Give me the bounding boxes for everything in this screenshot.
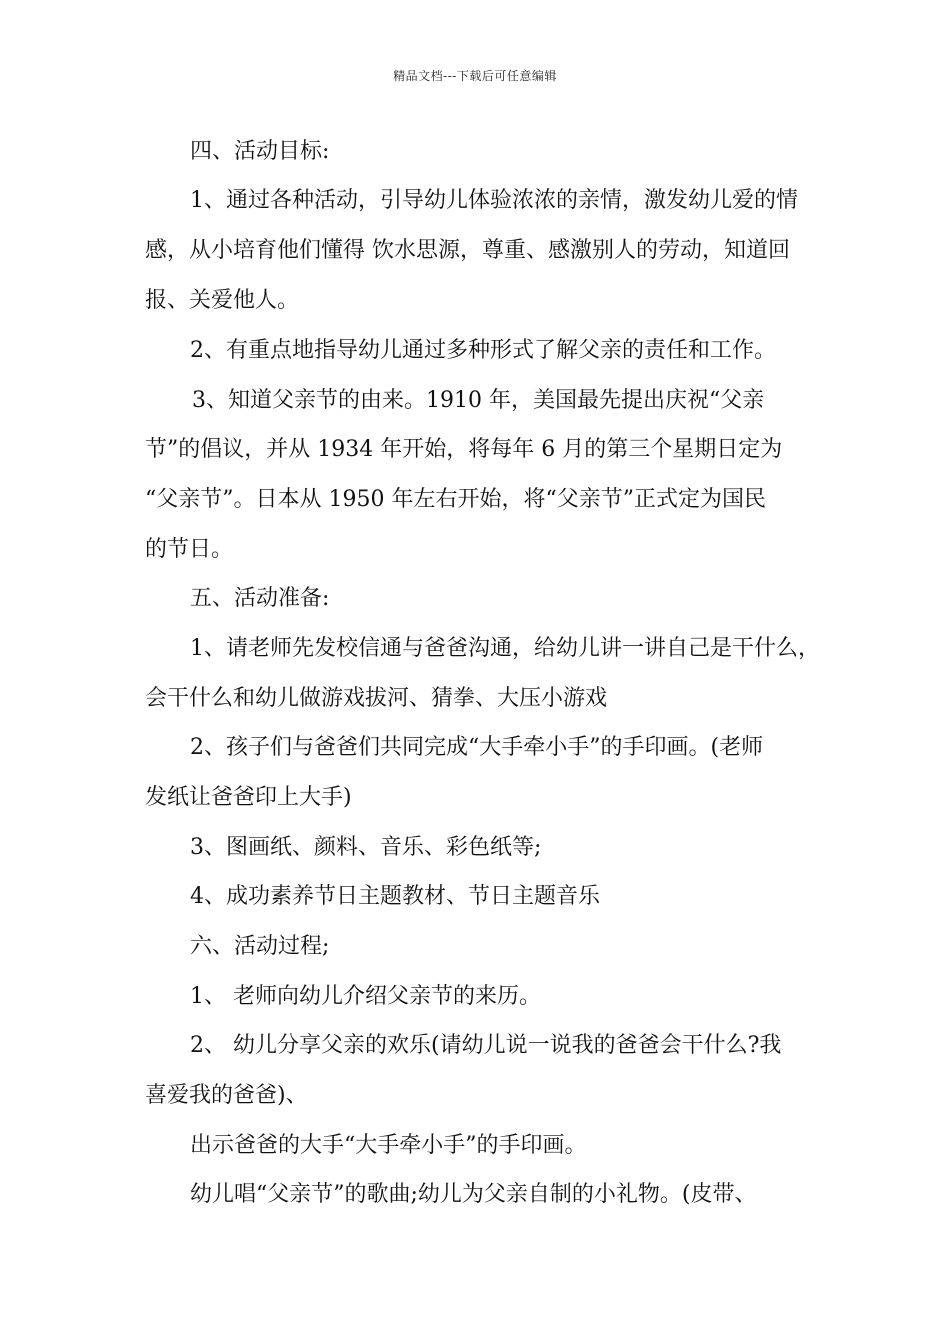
section-heading-goals: 四、活动目标: <box>190 139 330 164</box>
page-header: 精品文档---下载后可任意编辑 <box>393 69 557 83</box>
paragraph-line: 发纸让爸爸印上大手) <box>145 785 352 810</box>
paragraph-line: 2、有重点地指导幼儿通过多种形式了解父亲的责任和工作。 <box>190 338 776 363</box>
paragraph-line: 会干什么和幼儿做游戏拔河、猜拳、大压小游戏 <box>145 686 608 711</box>
paragraph-line: “父亲节”。日本从 1950 年左右开始，将“父亲节”正式定为国民 <box>145 487 766 512</box>
paragraph-line: 3、知道父亲节的由来。1910 年，美国最先提出庆祝“父亲 <box>192 388 765 413</box>
paragraph-line: 的节日。 <box>145 537 234 562</box>
paragraph-line: 出示爸爸的大手“大手牵小手”的手印画。 <box>190 1133 587 1158</box>
paragraph-line: 4、成功素养节日主题教材、节日主题音乐 <box>190 884 600 909</box>
paragraph-line: 1、通过各种活动，引导幼儿体验浓浓的亲情，激发幼儿爱的情 <box>190 188 798 213</box>
paragraph-line: 1、 老师向幼儿介绍父亲节的来历。 <box>190 984 541 1009</box>
paragraph-line: 感，从小培育他们懂得 饮水思源，尊重、感激别人的劳动，知道回 <box>145 238 790 263</box>
paragraph-line: 报、关爱他人。 <box>145 288 300 313</box>
section-heading-preparation: 五、活动准备: <box>190 586 330 611</box>
paragraph-line: 喜爱我的爸爸)、 <box>145 1083 308 1108</box>
paragraph-line: 2、 幼儿分享父亲的欢乐(请幼儿说一说我的爸爸会干什么?我 <box>190 1033 782 1058</box>
section-heading-process: 六、活动过程; <box>190 934 330 959</box>
paragraph-line: 幼儿唱“父亲节”的歌曲;幼儿为父亲自制的小礼物。(皮带、 <box>190 1182 757 1207</box>
paragraph-line: 节”的倡议，并从 1934 年开始，将每年 6 月的第三个星期日定为 <box>145 437 783 462</box>
paragraph-line: 1、请老师先发校信通与爸爸沟通，给幼儿讲一讲自己是干什么， <box>190 636 820 661</box>
paragraph-line: 2、孩子们与爸爸们共同完成“大手牵小手”的手印画。(老师 <box>190 735 764 760</box>
paragraph-line: 3、图画纸、颜料、音乐、彩色纸等; <box>190 835 542 860</box>
